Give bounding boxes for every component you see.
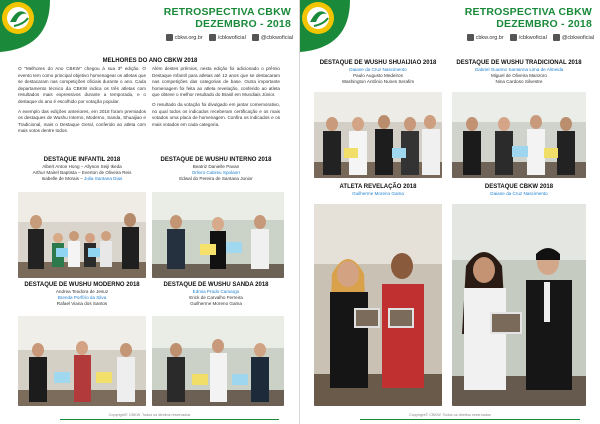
infantil-heading: DESTAQUE INFANTIL 2018 (43, 157, 121, 163)
site-link[interactable]: cbkw.org.br (166, 34, 203, 41)
infantil-names: Albert Anton Hong – Allyson Seiji Ikeda Arthur Mairel Baptista – Everton de Oliveira Reis Isabelle de Morais – Julia Santana Dias (32, 163, 132, 182)
winner-name: Edmia Prado Camargo (192, 288, 240, 294)
shuaijiao-heading: DESTAQUE DE WUSHU SHUAIJIAO 2018 (319, 60, 437, 66)
header-title (164, 6, 291, 30)
intro-paragraph: Além destes prêmios, nesta edição foi adicionado o prêmio Destaque Infantil para atletas até 12 anos que se destacaram nas competições das categorias de base. Outra importante homenagem foi feita ao atleta revelação, conferido ao atleta que obteve o melhor resultado do Brasil em Mundiais Júnior. (152, 66, 280, 98)
tradicional-names: Gabriel Guarino Santanna Lima de Almeida Miguel de Oliveira Manzoro Nina Cardoso Silvestre (452, 67, 586, 86)
header-title-line1: RETROSPECTIVA CBKW (163, 6, 291, 18)
header-title-line1: RETROSPECTIVA CBKW (464, 6, 592, 18)
moderno-names: Andrea Teodora de Jesuz Brenda Porfírio da Silva Rafael Viana dos Santos (18, 289, 146, 308)
intro-column-2 (152, 66, 280, 131)
winner-name: Orlivro Cabreu Spolaorr (191, 170, 241, 175)
header-title-line2: DEZEMBRO - 2018 (496, 18, 592, 30)
intro-column-1 (18, 66, 146, 138)
photo-interno (152, 192, 284, 278)
intro-paragraph: O "Melhores do Ano CBKW" chegou à sua 3ª edição. O evento tem como principal objetivo homenagear os atletas que se destacaram nas competições oficiais durante o ano. Cada departamento técnico da CBKW indica os três atletas com resultados mais expressivos durante a temporada, e o destaque do ano é escolhido por votação popular. (18, 66, 146, 104)
winner-name: Guilherme Moreno Gama (352, 190, 404, 196)
facebook-icon (510, 34, 517, 41)
social-links (166, 34, 293, 41)
header-title-line2: DEZEMBRO - 2018 (195, 18, 291, 30)
photo-revelacao (314, 204, 442, 406)
cbkw-logo (300, 0, 350, 52)
winner-name: Daiane da Cruz Nascimento (349, 66, 407, 72)
intro-heading: MELHORES DO ANO CBKW 2018 (102, 58, 198, 64)
revelacao-section (314, 184, 442, 197)
social-links (467, 34, 594, 41)
interno-section (152, 157, 280, 183)
photo-tradicional (452, 92, 586, 178)
moderno-heading: DESTAQUE DE WUSHU MODERNO 2018 (24, 282, 140, 288)
geral-heading: DESTAQUE CBKW 2018 (484, 184, 554, 190)
winner-name: Gabriel Guarino Santanna Lima de Almeida (474, 66, 564, 72)
moderno-section (18, 282, 146, 308)
shuaijiao-names: Daiane da Cruz Nascimento Paulo Augusto Medeiros Washington Antônio Nunes Serafim (314, 67, 442, 86)
winner-name: Brenda Porfírio da Silva (57, 295, 107, 300)
intro-paragraph: O resultado da votação foi divulgado em jantar comemorativo, no qual todos os indicados receberam certificação e os mais votados uma placa de homenagem. Confira os indicados e os mais votados em cada categoria. (152, 101, 280, 127)
geral-section (452, 184, 586, 197)
facebook-link[interactable]: /cbkwoficial (209, 34, 246, 41)
tradicional-heading: DESTAQUE DE WUSHU TRADICIONAL 2018 (456, 60, 582, 66)
sanda-names: Edmia Prado Camargo Erick de Carvalho Ferreira Guilherme Moreno Gama (152, 289, 280, 308)
sanda-heading: DESTAQUE DE WUSHU SANDA 2018 (163, 282, 269, 288)
infantil-section (18, 157, 146, 183)
photo-infantil (18, 192, 146, 278)
facebook-icon (209, 34, 216, 41)
right-page (300, 0, 600, 424)
instagram-icon (553, 34, 560, 41)
interno-heading: DESTAQUE DE WUSHU INTERNO 2018 (160, 157, 272, 163)
photo-sanda (152, 316, 284, 406)
footer-copyright: Copyright© CBKW. Todos os direitos reservados (108, 413, 191, 417)
footer-divider (60, 419, 279, 420)
interno-names: Beatriz Danielle Pavan Orlivro Cabreu Spolaorr Edwal do Pereira de Santana Junior (152, 164, 280, 183)
revelacao-heading: ATLETA REVELAÇÃO 2018 (339, 184, 417, 190)
instagram-link[interactable]: @cbkwoficial (252, 34, 293, 41)
footer-copyright: Copyright© CBKW. Todos os direitos reservados (409, 413, 491, 417)
intro-paragraph: A exemplo das edições anteriores, em 2018 foram premiados os destaques de Wushu Interno, Moderno, Sanda, Shuaijiao e Tradicional, mais o Destaque Geral, conferido ao atleta com mais votos dentre todos. (18, 108, 146, 134)
tradicional-section (452, 60, 586, 86)
footer-divider (360, 419, 580, 420)
globe-icon (467, 34, 474, 41)
shuaijiao-section (314, 60, 442, 86)
cbkw-logo (0, 0, 50, 52)
header-title (465, 6, 592, 30)
sanda-section (152, 282, 280, 308)
photo-geral (452, 204, 586, 406)
instagram-link[interactable]: @cbkwoficial (553, 34, 594, 41)
globe-icon (166, 34, 173, 41)
winner-name: Julia Santana Dias (84, 176, 123, 182)
instagram-icon (252, 34, 259, 41)
photo-moderno (18, 316, 146, 406)
site-link[interactable]: cbkw.org.br (467, 34, 504, 41)
photo-shuaijiao (314, 92, 442, 178)
winner-name: Daiane da Cruz Nascimento (490, 190, 548, 196)
facebook-link[interactable]: /cbkwoficial (510, 34, 547, 41)
